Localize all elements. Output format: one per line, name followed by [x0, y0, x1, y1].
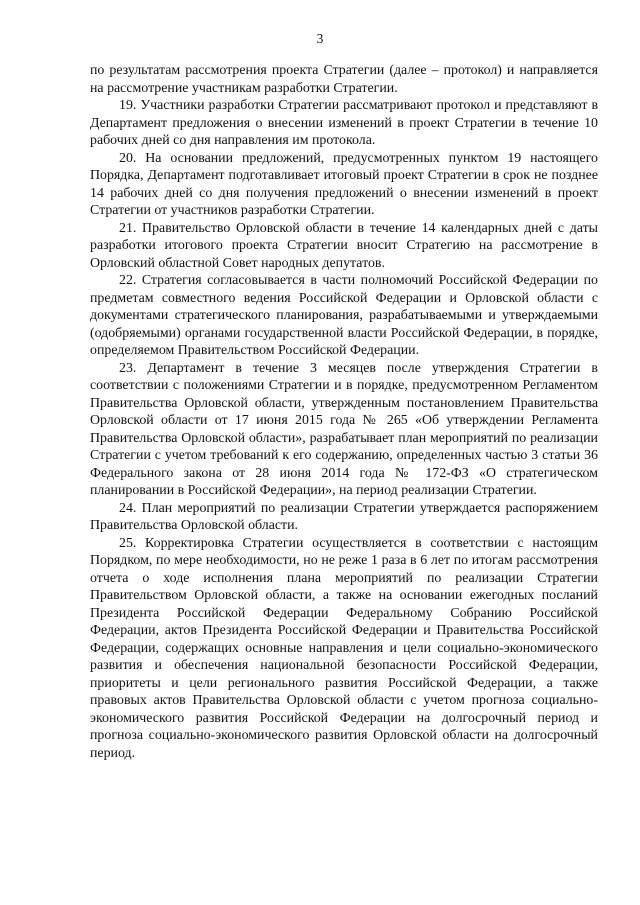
paragraph-21: 21. Правительство Орловской области в течение 14 календарных дней с даты разработки итогового проекта Стратегии вносит Стратегию на рассмотрение в Орловский областной Совет народных депутатов. [90, 220, 598, 271]
paragraph-19: 19. Участники разработки Стратегии рассматривают протокол и представляют в Департамент предложения о внесении изменений в проект Стратегии в течение 10 рабочих дней со дня направления им протокола. [90, 98, 598, 148]
paragraph-23: 23. Департамент в течение 3 месяцев после утверждения Стратегии в соответствии с положениями Стратегии и в порядке, предусмотренном Регламентом Правительства Орловской области, утвержденным постановлением Правительства Орловской области от 17 июня 2015 года № 265 «Об утверждении Регламента Правительства Орловской области», разрабатывает план мероприятий по реализации Стратегии с учетом требований к его содержанию, определенных частью 3 статьи 36 Федерального закона от 28 июня 2014 года № 172-ФЗ «О стратегическом планировании в Российской Федерации», на период реализации Стратегии. [90, 360, 598, 498]
paragraph-22: 22. Стратегия согласовывается в части полномочий Российской Федерации по предметам совместного ведения Российской Федерации и Орловской области с документами стратегического планирования, разрабатываемыми и утверждаемыми (одобряемыми) органами государственной власти Российской Федерации, в порядке, определяемом Правительством Российской Федерации. [90, 273, 598, 358]
paragraph-24: 24. План мероприятий по реализации Стратегии утверждается распоряжением Правительства Орловской области. [90, 500, 598, 533]
paragraph-continuation: по результатам рассмотрения проекта Стратегии (далее – протокол) и направляется на рассмотрение участникам разработки Стратегии. [90, 63, 598, 96]
page-number: 3 [316, 31, 324, 46]
paragraph-20: 20. На основании предложений, предусмотренных пунктом 19 настоящего Порядка, Департамент подготавливает итоговый проект Стратегии в срок не позднее 14 рабочих дней со дня получения предложений о внесении изменений в проект Стратегии от участников разработки Стратегии. [90, 150, 598, 218]
paragraph-25: 25. Корректировка Стратегии осуществляется в соответствии с настоящим Порядком, по мере необходимости, но не реже 1 раза в 6 лет по итогам рассмотрения отчета о ходе исполнения плана мероприятий по реализации Стратегии Правительством Орловской области, а также на основании ежегодных посланий Президента Российской Федерации Федеральному Собранию Российской Федерации, актов Президента Российской Федерации и Правительства Российской Федерации, содержащих основные направления и цели социально-экономического развития и обеспечения национальной безопасности Российской Федерации, приоритеты и цели регионального развития Российской Федерации, а также правовых актов Правительства Орловской области с учетом прогноза социально-экономического развития Российской Федерации на долгосрочный период и прогноза социально-экономического развития Орловской области на долгосрочный период. [90, 535, 598, 761]
document-body [90, 62, 598, 762]
